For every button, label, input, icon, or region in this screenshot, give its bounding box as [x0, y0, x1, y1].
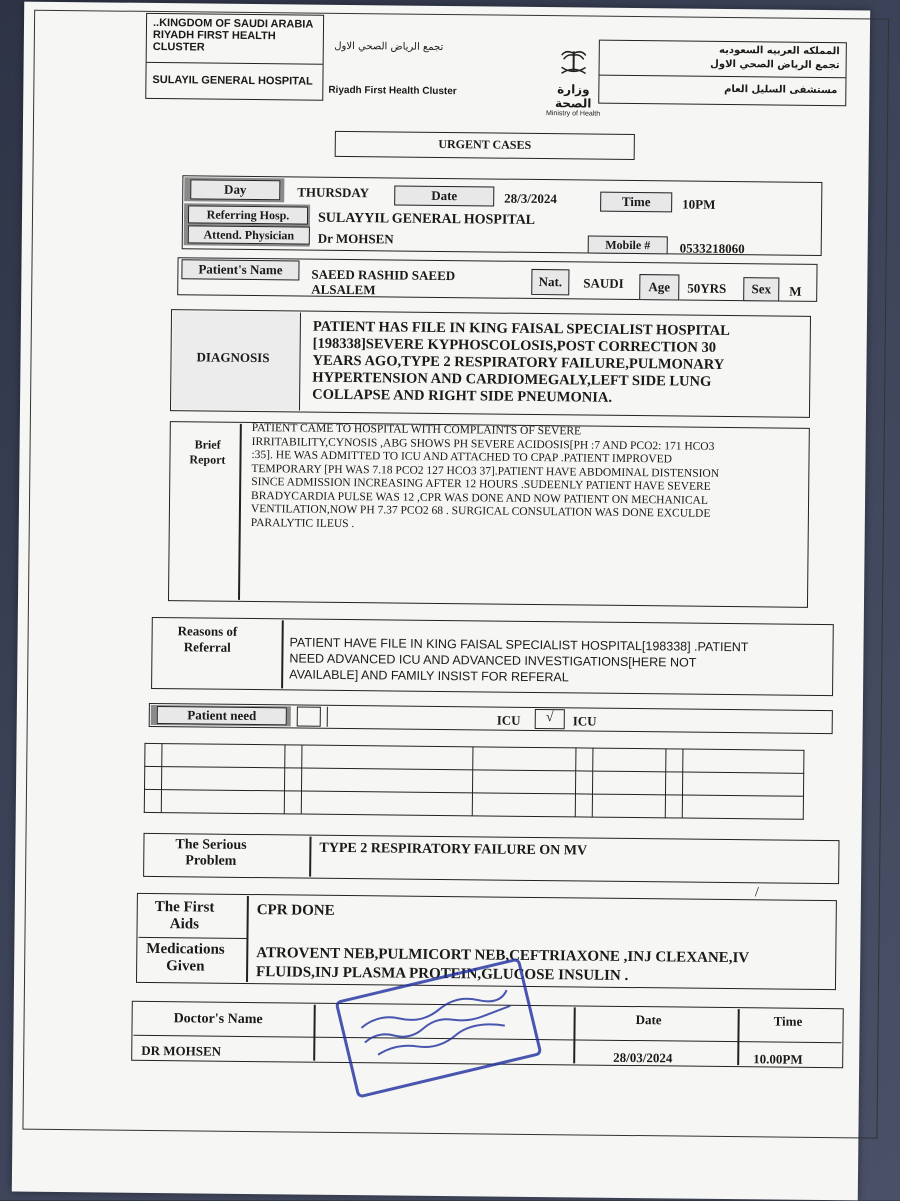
sex-label: Sex: [743, 277, 779, 301]
form-title: URGENT CASES: [335, 131, 635, 160]
physician-value: Dr MOHSEN: [317, 230, 394, 247]
meds-line-2: FLUIDS,INJ PLASMA PROTEIN,GLUCOSE INSULIN .: [256, 964, 629, 984]
meds-label-1: Medications: [146, 940, 225, 958]
reasons-line: NEED ADVANCED ICU AND ADVANCED INVESTIGATIONS[HERE NOT: [289, 651, 697, 670]
age-label: Age: [639, 274, 679, 300]
serious-problem-value: TYPE 2 RESPIRATORY FAILURE ON MV: [319, 840, 588, 859]
referring-hosp-value: SULAYYIL GENERAL HOSPITAL: [317, 210, 536, 228]
header-right-box: [598, 40, 847, 107]
brief-line: TEMPORARY [PH WAS 7.18 PCO2 127 HCO3 37].PATIENT HAVE ABDOMINAL DISTENSION: [251, 462, 720, 480]
nationality-label: Nat.: [531, 269, 569, 295]
cluster-line: RIYADH FIRST HEALTH: [152, 28, 276, 43]
aids-label-2: Aids: [169, 916, 200, 933]
day-value: THURSDAY: [297, 184, 370, 201]
diagnosis-line: [198338]SEVERE KYPHOSCOLOSIS,POST CORRECTION 30: [312, 335, 717, 356]
reasons-line: AVAILABLE] AND FAMILY INSIST FOR REFERAL: [289, 667, 569, 685]
date-label: Date: [394, 185, 494, 206]
reasons-label-1: Reasons of: [177, 623, 238, 639]
mobile-value: 0533218060: [679, 240, 745, 257]
patient-name-line1: SAEED RASHID SAEED: [311, 266, 456, 284]
patient-name-value: [311, 267, 455, 299]
diagnosis-line: PATIENT HAS FILE IN KING FAISAL SPECIALIST HOSPITAL: [312, 318, 730, 340]
stamp-scribble-icon: [348, 976, 527, 1074]
doctor-name-label: Doctor's Name: [173, 1011, 263, 1028]
signoff-date-label: Date: [635, 1012, 662, 1028]
kingdom-line: ..KINGDOM OF SAUDI ARABIA: [152, 16, 314, 31]
document-sheet: [12, 2, 870, 1201]
brief-line: PARALYTIC ILEUS .: [250, 516, 355, 530]
diagnosis-line: COLLAPSE AND RIGHT SIDE PNEUMONIA.: [312, 386, 613, 406]
reasons-label: [177, 623, 237, 656]
aids-label-1: The First: [154, 899, 215, 916]
empty-grid-table: [144, 743, 805, 820]
signoff-time-label: Time: [773, 1013, 803, 1029]
header-left-text: [147, 14, 323, 58]
patient-name-line2: ALSALEM: [311, 281, 376, 298]
brief-line: SINCE ADMISSION INCREASING AFTER 12 HOURS .SUDEENLY PATIENT HAVE SEVERE: [251, 476, 711, 493]
brief-report-label: [189, 437, 225, 467]
diagnosis-line: YEARS AGO,TYPE 2 RESPIRATORY FAILURE,PULMONARY: [312, 352, 725, 373]
header-left-box: [145, 13, 324, 101]
need-option-icu-2: ICU: [572, 713, 597, 729]
serious-label-2: Problem: [185, 853, 237, 869]
brief-line: :35]. HE WAS ADMITTED TO ICU AND ATTACHED TO CPAP .PATIENT IMPROVED: [251, 449, 673, 466]
nationality-value: SAUDI: [583, 275, 624, 291]
day-label: Day: [190, 179, 280, 200]
time-value: 10PM: [682, 196, 716, 212]
cluster-arabic: تجمع الرياض الصحي الاول: [710, 58, 840, 72]
brief-report-text: [251, 422, 808, 536]
brief-label-1: Brief: [194, 437, 221, 452]
signoff-time-value: 10.00PM: [753, 1051, 803, 1067]
mobile-label: Mobile #: [588, 236, 668, 255]
patient-name-label: Patient's Name: [181, 259, 299, 280]
referring-hosp-label: Referring Hosp.: [188, 205, 308, 224]
brief-line: BRADYCARDIA PULSE WAS 12 ,CPR WAS DONE AND NOW PATIENT ON MECHANICAL: [251, 489, 708, 507]
signoff-date-value: 28/03/2024: [613, 1049, 673, 1066]
need-checkbox-empty[interactable]: [297, 706, 321, 726]
diagnosis-line: HYPERTENSION AND CARDIOMEGALY,LEFT SIDE LUNG: [312, 369, 712, 390]
ministry-logo: [543, 47, 604, 118]
brief-line: VENTILATION,NOW PH 7.37 PCO2 68 . SURGICAL CONSULATION WAS DONE EXCULDE: [250, 503, 711, 520]
hospital-arabic: مستشفى السليل العام: [724, 83, 838, 97]
diagnosis-label: DIAGNOSIS: [196, 349, 270, 366]
brief-line: PATIENT CAME TO HOSPITAL WITH COMPLAINTS OF SEVERE: [251, 422, 582, 438]
reasons-text: [289, 634, 829, 688]
header-center-english: Riyadh First Health Cluster: [328, 84, 457, 98]
cluster-line-2: CLUSTER: [152, 40, 205, 54]
patient-need-label: Patient need: [157, 706, 287, 725]
brief-line: IRRITABILITY,CYNOSIS ,ABG SHOWS PH SEVERE ACIDOSIS[PH :7 AND PCO2: 171 HCO3: [251, 435, 715, 453]
reasons-line: PATIENT HAVE FILE IN KING FAISAL SPECIALIST HOSPITAL[198338] .PATIENT: [289, 635, 749, 655]
serious-label-1: The Serious: [175, 837, 247, 853]
date-value: 28/3/2024: [504, 190, 558, 207]
meds-label-2: Given: [166, 958, 205, 975]
diagnosis-text: [312, 319, 803, 409]
time-label: Time: [600, 192, 672, 213]
doctor-name-value: DR MOHSEN: [141, 1042, 222, 1059]
medications-label: [146, 941, 225, 976]
first-aids-value: CPR DONE: [256, 902, 335, 919]
logo-arabic: وزارة الصحة: [554, 82, 592, 111]
age-value: 50YRS: [687, 280, 727, 296]
sex-value: M: [789, 283, 802, 299]
physician-label: Attend. Physician: [188, 225, 310, 244]
meds-line-1: ATROVENT NEB,PULMICORT NEB,CEFTRIAXONE ,INJ CLEXANE,IV: [256, 945, 750, 967]
header-center-arabic: تجمع الرياض الصحي الاول: [334, 40, 444, 53]
palm-sword-icon: [553, 47, 593, 77]
hospital-name-en: SULAYIL GENERAL HOSPITAL: [152, 73, 313, 88]
serious-problem-label: [175, 837, 247, 870]
first-aids-label: [155, 899, 215, 934]
reasons-label-2: Referral: [183, 639, 231, 655]
brief-label-2: Report: [189, 452, 226, 467]
need-option-icu: ICU: [496, 712, 521, 728]
empty-grid: [144, 743, 805, 820]
handwritten-mark: /: [754, 885, 759, 901]
kingdom-arabic: المملكه العربيه السعوديه: [719, 44, 840, 58]
need-checkbox-checked[interactable]: √: [535, 709, 565, 729]
logo-english: Ministry of Health: [546, 110, 601, 118]
